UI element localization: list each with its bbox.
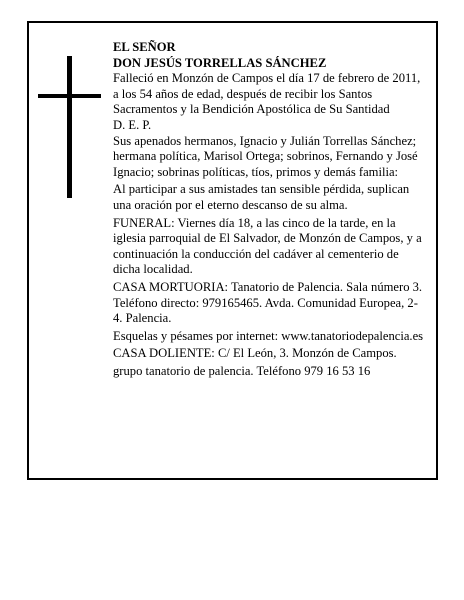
- notice-text: [113, 40, 425, 379]
- funeral-info: FUNERAL: Viernes día 18, a las cinco de la tarde, en la iglesia parroquial de El Salvador, de Monzón de Campos, y a continuación la conducción del cadáver al cementerio de dicha localidad.: [113, 215, 422, 277]
- prayer-request: Al participar a sus amistades tan sensible pérdida, suplican una oración por el eterno descanso de su alma.: [113, 182, 410, 212]
- obituary-notice: [27, 21, 438, 480]
- family-list: Sus apenados hermanos, Ignacio y Julián Torrellas Sánchez; hermana política, Marisol Ortega; sobrinos, Fernando y José Ignacio; sobrinas políticas, tíos, primos y demás familia:: [113, 133, 418, 179]
- notice-title-line-1: EL SEÑOR: [113, 40, 176, 54]
- family-home-info: CASA DOLIENTE: C/ El León, 3. Monzón de Campos.: [113, 346, 397, 361]
- rip-line: D. E. P.: [113, 117, 152, 132]
- funeral-home-contact: grupo tanatorio de palencia. Teléfono 979 16 53 16: [113, 363, 371, 378]
- internet-condolences: Esquelas y pésames por internet: www.tanatoriodepalencia.es: [113, 328, 424, 343]
- cross-horizontal-bar: [38, 94, 101, 98]
- deceased-name: DON JESÚS TORRELLAS SÁNCHEZ: [113, 55, 327, 70]
- mortuary-info: CASA MORTUORIA: Tanatorio de Palencia. Sala número 3. Teléfono directo: 979165465. Avda. Comunidad Europea, 2-4. Palencia.: [113, 279, 423, 326]
- cross-vertical-bar: [67, 56, 72, 198]
- death-details: Falleció en Monzón de Campos el día 17 de febrero de 2011, a los 54 años de edad, después de recibir los Santos Sacramentos y la Bendición Apostólica de Su Santidad: [113, 71, 421, 117]
